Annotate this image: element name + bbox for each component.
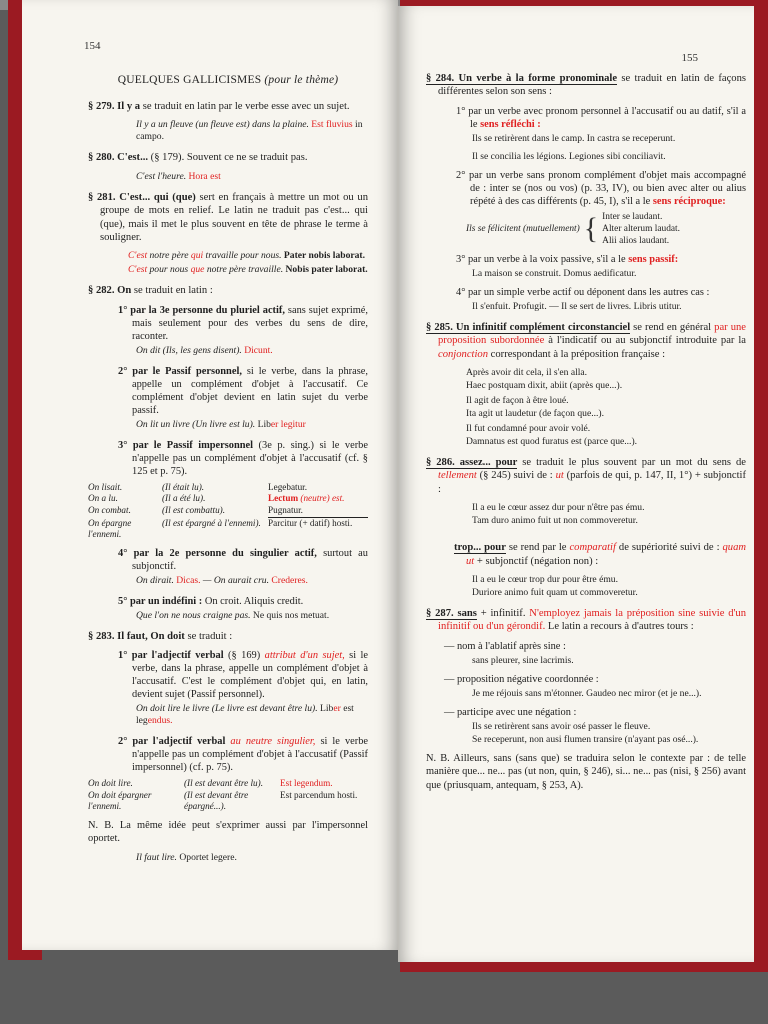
section-280-head: § 280. C'est...: [88, 152, 149, 164]
section-284-item-1: 1° par un verbe avec pronom personnel à l'accusatif ou au datif, s'il a le sens réfléchi :: [456, 105, 746, 130]
section-280-example: C'est l'heure. Hora est: [136, 170, 221, 182]
section-283-item-1-example: On doit lire le livre (Le livre est devant être lu). Liber est legendus.: [136, 703, 354, 727]
section-285-example-4: Ita agit ut laudetur (de façon que...).: [466, 408, 604, 420]
table-row: On lisait. (Il était lu). Legebatur.: [88, 481, 308, 492]
section-284: § 284. Un verbe à la forme pronominale se traduit en latin de façons différentes selon son sens :: [426, 73, 746, 98]
section-281-head: § 281. C'est... qui (que): [88, 191, 196, 203]
section-283-head: § 283. Il faut, On doit: [88, 630, 185, 642]
section-279: § 279. Il y a se traduit en latin par le verbe esse avec un sujet.: [88, 101, 350, 112]
section-284-item-1-example-2: Il se concilia les légions. Legiones sibi conciliavit.: [472, 150, 666, 162]
section-284-head: § 284. Un verbe à la forme pronominale: [426, 73, 618, 84]
section-279-example: Il y a un fleuve (un fleuve est) dans la plaine. Est fluvius in campo.: [136, 119, 363, 143]
table-row: On épargne l'ennemi. (Il est épargné à l'ennemi). Parcitur (+ datif) hosti.: [88, 517, 353, 540]
section-287-dash-3: — participe avec une négation :: [444, 706, 577, 718]
page-right: [398, 6, 754, 962]
section-281: § 281. C'est... qui (que) sert en français à mettre un mot ou un groupe de mots en relief. Le latin ne traduit pas c'est... qui (que), mais il met le plus souvent en tête de phrase le terme à souligner.: [88, 191, 368, 244]
trop-pour-head: trop... pour: [454, 542, 506, 554]
section-286-trop-pour: trop... pour se rend par le comparatif de supériorité suivi de : quam ut + subjonctif (négation non) :: [454, 542, 747, 567]
section-285-head: § 285. Un infinitif complément circonstanciel: [426, 321, 631, 333]
section-286-example-4: Duriore animo fuit quam ut commoveretur.: [472, 587, 638, 599]
page-title: [88, 74, 368, 86]
table-row: On doit épargner l'ennemi. (Il est devant être épargné...). Est parcendum hosti.: [88, 789, 358, 812]
section-287-dash-3-example-1: Ils se retirèrent sans avoir osé passer le fleuve.: [472, 720, 651, 732]
table-row: On doit lire. (Il est devant être lu). Est legendum.: [88, 778, 333, 789]
section-283-item-2: 2° par l'adjectif verbal au neutre singulier, si le verbe n'appelle pas un complément d'objet à l'accusatif (Passif impersonnel) (cf. p. 75).: [118, 736, 369, 774]
section-285-example-1: Après avoir dit cela, il s'en alla.: [466, 367, 588, 379]
page-left: [22, 0, 398, 950]
table-row: On combat. (Il est combattu). Pugnatur.: [88, 505, 368, 518]
title-text: QUELQUES GALLICISMES: [117, 74, 262, 86]
section-284-item-3: 3° par un verbe à la voix passive, s'il a le sens passif:: [456, 253, 679, 265]
section-286-example-3: Il a eu le cœur trop dur pour être ému.: [472, 574, 618, 586]
section-286: § 286. assez... pour se traduit le plus souvent par un mot du sens de tellement (§ 245) suivi de : ut (parfois de qui, p. 147, II, 1°) + subjonctif :: [426, 457, 746, 495]
section-284-item-3-example: La maison se construit. Domus aedificatur.: [472, 267, 637, 279]
section-282-item-3: 3° par le Passif impersonnel (3e p. sing.) si le verbe n'appelle pas un complément d'objet à l'accusatif (cf. § 125 et p. 75).: [118, 439, 368, 477]
section-285-example-5: Il fut condamné pour avoir volé.: [466, 423, 591, 435]
section-283-item-1: 1° par l'adjectif verbal (§ 169) attribut d'un sujet, si le verbe, dans la phrase, appelle un complément d'objet à l'accusatif. C'est le complément d'objet qui, en latin, devient sujet (Passif personnel).: [118, 650, 369, 701]
section-279-head: § 279. Il y a: [88, 101, 141, 112]
section-282-item-1-example: On dit (Ils, les gens disent). Dicunt.: [136, 344, 273, 356]
section-286-head: § 286. assez... pour: [426, 457, 518, 469]
section-283-note: N. B. La même idée peut s'exprimer aussi par l'impersonnel oportet.: [88, 820, 368, 845]
section-284-item-4: 4° par un simple verbe actif ou déponent dans les autres cas :: [456, 286, 710, 298]
section-281-example-1: C'est notre père qui travaille pour nous. Pater nobis laborat.: [128, 250, 366, 262]
section-282-item-2-example: On lit un livre (Un livre est lu). Liber legitur: [136, 418, 306, 430]
section-287-dash-3-example-2: Se receperunt, non ausi flumen transire (n'ayant pas osé...).: [472, 733, 699, 745]
section-285-example-3: Il agit de façon à être loué.: [466, 395, 569, 407]
section-287-dash-1: — nom à l'ablatif après sine :: [444, 640, 566, 652]
table-row: On a lu. (Il a été lu). Lectum (neutre) est.: [88, 493, 345, 504]
section-287-dash-2: — proposition négative coordonnée :: [444, 673, 599, 685]
section-282-item-5: 5° par un indéfini : On croit. Aliquis credit.: [118, 595, 304, 607]
section-280: § 280. C'est... (§ 179). Souvent ce ne se traduit pas.: [88, 152, 308, 164]
section-287-dash-2-example: Je me réjouis sans m'étonner. Gaudeo nec miror (et je ne...).: [472, 687, 702, 699]
section-282: § 282. On se traduit en latin :: [88, 285, 213, 297]
title-subtitle: (pour le thème): [264, 74, 339, 86]
section-281-example-2: C'est pour nous que notre père travaille. Nobis pater laborat.: [128, 264, 368, 276]
section-287-note: N. B. Ailleurs, sans (sans que) se traduira selon le contexte par : de telle manière que... ne... pas (ut non, quin, § 246), si... ne... pas (nisi, § 256) avant que (priusquam, antequam, § 253, A).: [426, 752, 746, 791]
section-282-item-2: 2° par le Passif personnel, si le verbe, dans la phrase, appelle un complément d'objet à l'accusatif. Ce complément d'objet devient en latin sujet du verbe passif.: [118, 365, 369, 416]
section-283: § 283. Il faut, On doit se traduit :: [88, 630, 233, 642]
section-286-example-2: Tam duro animo fuit ut non commoveretur.: [472, 515, 638, 527]
section-284-item-1-example-1: Ils se retirèrent dans le camp. In castra se receperunt.: [472, 132, 676, 144]
section-285-example-2: Haec postquam dixit, abiit (après que...).: [466, 380, 623, 392]
section-284-brace-example: Ils se félicitent (mutuellement) { Inter se laudant. Alter alterum laudat. Alii alios laudant.: [466, 211, 681, 246]
section-284-item-2: 2° par un verbe sans pronom complément d'objet mais accompagné de : inter se (nos ou vos) (p. 33, IV), ou bien avec alter ou alius répété à des cas différents (p. 45, I), s'il a le sens réciproque:: [456, 169, 746, 207]
section-285: § 285. Un infinitif complément circonstanciel se rend en général par une proposition subordonnée à l'indicatif ou au subjonctif introduite par la conjonction correspondant à la préposition française :: [426, 321, 747, 360]
section-282-table: [88, 482, 368, 541]
section-284-item-4-example: Il s'enfuit. Profugit. — Il se sert de livres. Libris utitur.: [472, 300, 682, 312]
section-287-head: § 287. sans: [426, 608, 477, 620]
brace-glyph: {: [583, 211, 599, 245]
section-282-item-1: 1° par la 3e personne du pluriel actif, sans sujet exprimé, mais seulement pour des verbes du sens de dire, raconter.: [118, 304, 368, 342]
section-283-note-example: Il faut lire. Oportet legere.: [136, 851, 237, 863]
page-number-right: 155: [681, 52, 698, 64]
section-282-item-4-example: On dirait. Dicas. — On aurait cru. Crederes.: [136, 574, 308, 586]
page-number-left: 154: [84, 40, 101, 52]
section-286-example-1: Il a eu le cœur assez dur pour n'être pas ému.: [472, 502, 645, 514]
section-282-item-4: 4° par la 2e personne du singulier actif, surtout au subjonctif.: [118, 547, 368, 572]
section-283-table: [88, 778, 368, 813]
section-287-dash-1-example: sans pleurer, sine lacrimis.: [472, 654, 574, 666]
section-287: § 287. sans + infinitif. N'employez jamais la préposition sine suivie d'un infinitif ou d'un gérondif. Le latin a recours à d'autres tours :: [426, 608, 746, 633]
section-282-head: § 282. On: [88, 285, 132, 297]
section-282-item-5-example: Que l'on ne nous craigne pas. Ne quis nos metuat.: [136, 609, 330, 621]
section-285-example-6: Damnatus est quod furatus est (parce que...).: [466, 436, 638, 448]
